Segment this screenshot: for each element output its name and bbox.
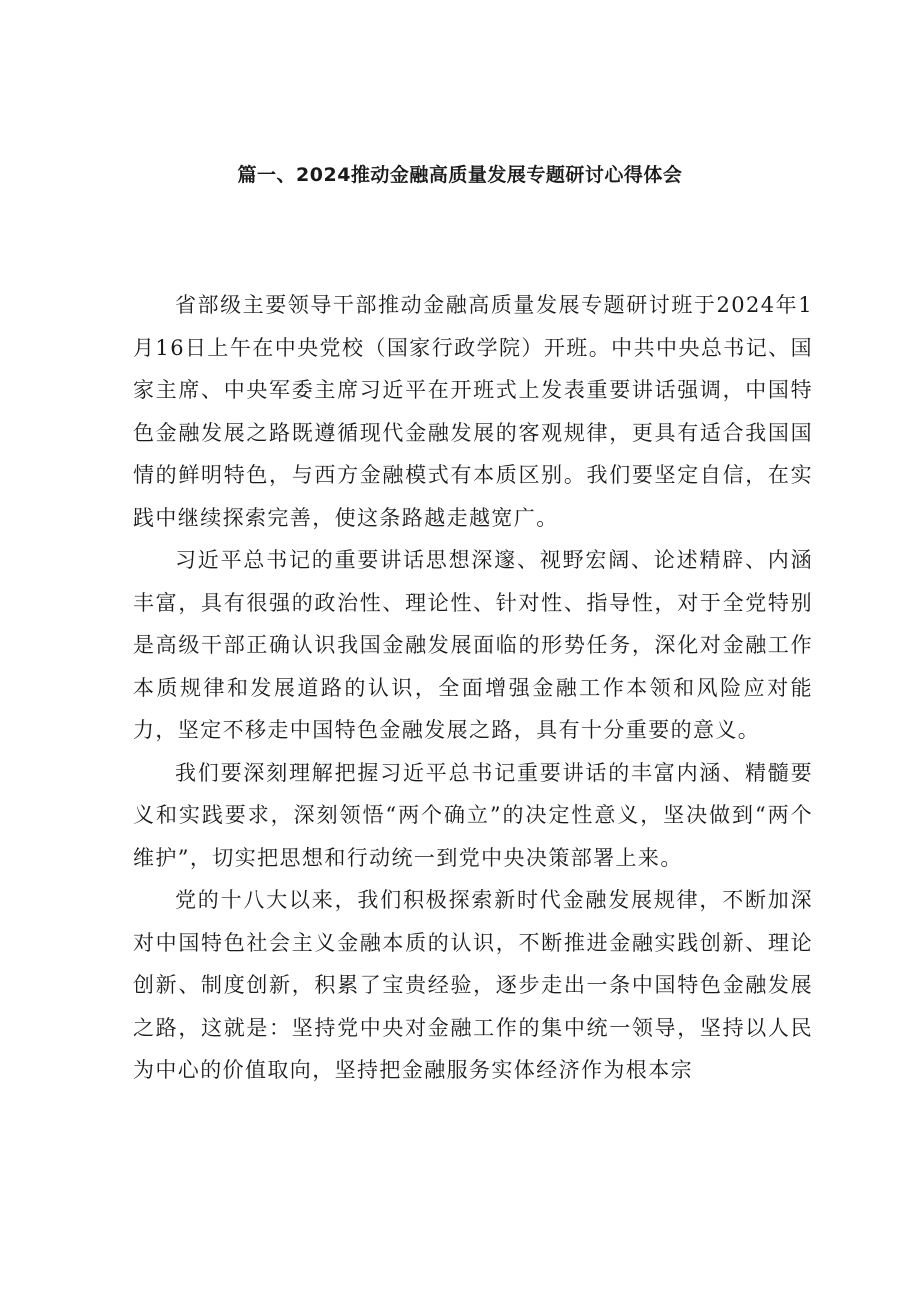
- paragraph-1: 省部级主要领导干部推动金融高质量发展专题研讨班于2024年1月16日上午在中央党校（国家行政学院）开班。中共中央总书记、国家主席、中央军委主席习近平在开班式上发表重要讲话强调，中国特色金融发展之路既遵循现代金融发展的客观规律，更具有适合我国国情的鲜明特色，与西方金融模式有本质区别。我们要坚定自信，在实践中继续探索完善，使这条路越走越宽广。: [133, 293, 813, 530]
- paragraph-3: 我们要深刻理解把握习近平总书记重要讲话的丰富内涵、精髓要义和实践要求，深刻领悟“两个确立”的决定性意义，坚决做到“两个维护”，切实把思想和行动统一到党中央决策部署上来。: [133, 760, 813, 870]
- paragraph-2: 习近平总书记的重要讲话思想深邃、视野宏阔、论述精辟、内涵丰富，具有很强的政治性、理论性、针对性、指导性，对于全党特别是高级干部正确认识我国金融发展面临的形势任务，深化对金融工作本质规律和发展道路的认识，全面增强金融工作本领和风险应对能力，坚定不移走中国特色金融发展之路，具有十分重要的意义。: [133, 548, 813, 742]
- paragraph-4: 党的十八大以来，我们积极探索新时代金融发展规律，不断加深对中国特色社会主义金融本质的认识，不断推进金融实践创新、理论创新、制度创新，积累了宝贵经验，逐步走出一条中国特色金融发展之路，这就是：坚持党中央对金融工作的集中统一领导，坚持以人民为中心的价值取向，坚持把金融服务实体经济作为根本宗: [133, 888, 813, 1082]
- document-title: 篇一、2024推动金融高质量发展专题研讨心得体会: [237, 164, 683, 186]
- document-body: [133, 284, 813, 1092]
